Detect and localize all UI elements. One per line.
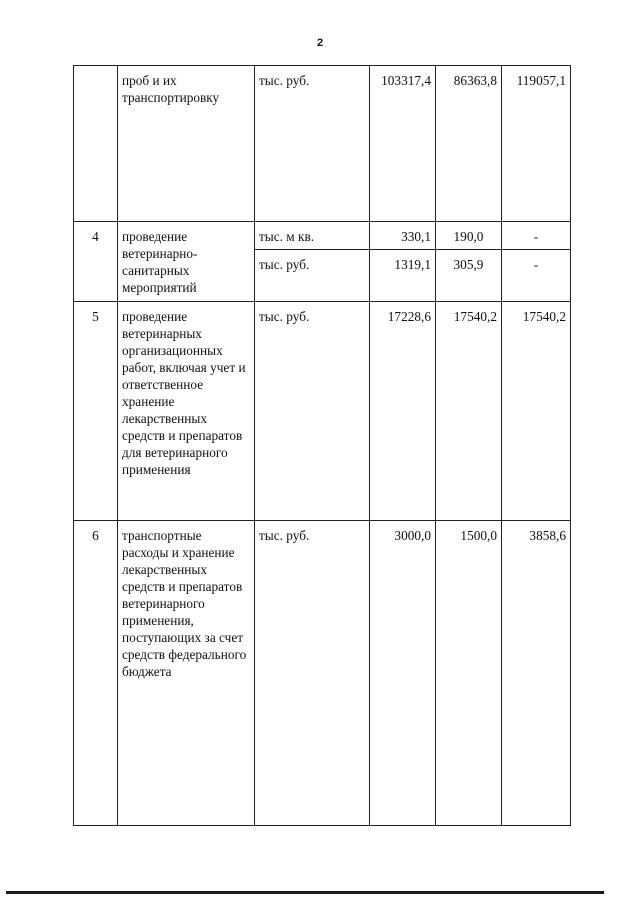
value-cell-1: 3000,0 xyxy=(370,521,436,826)
row-number: 5 xyxy=(74,302,118,521)
value-cell-1: 1319,1 xyxy=(370,250,436,302)
table-row xyxy=(74,521,571,826)
activity-name: проведение ветеринарно-санитарных мероприятий xyxy=(118,222,255,302)
unit-cell: тыс. руб. xyxy=(255,521,370,826)
value-cell-3: - xyxy=(502,222,571,250)
table-row xyxy=(74,302,571,521)
value-cell-2: 17540,2 xyxy=(436,302,502,521)
value-cell-3: 17540,2 xyxy=(502,302,571,521)
page-number: 2 xyxy=(316,37,324,49)
page-bottom-rule xyxy=(6,891,604,894)
value-cell-2: 190,0 xyxy=(436,222,502,250)
value-cell-1: 17228,6 xyxy=(370,302,436,521)
activity-name: проведение ветеринарных организационных работ, включая учет и ответственное хранение лекарственных средств и препаратов для ветеринарного применения xyxy=(118,302,255,521)
table-row xyxy=(74,66,571,222)
activity-name: проб и их транспортировку xyxy=(118,66,255,222)
unit-cell: тыс. м кв. xyxy=(255,222,370,250)
value-cell-2: 1500,0 xyxy=(436,521,502,826)
budget-table xyxy=(73,65,571,826)
value-cell-1: 330,1 xyxy=(370,222,436,250)
value-cell-2: 86363,8 xyxy=(436,66,502,222)
row-number xyxy=(74,66,118,222)
unit-cell: тыс. руб. xyxy=(255,302,370,521)
activity-name: транспортные расходы и хранение лекарственных средств и препаратов ветеринарного применения, поступающих за счет средств федерального бюджета xyxy=(118,521,255,826)
value-cell-3: 119057,1 xyxy=(502,66,571,222)
row-number: 4 xyxy=(74,222,118,302)
unit-cell: тыс. руб. xyxy=(255,66,370,222)
unit-cell: тыс. руб. xyxy=(255,250,370,302)
row-number: 6 xyxy=(74,521,118,826)
value-cell-3: - xyxy=(502,250,571,302)
table-row xyxy=(74,222,571,250)
value-cell-2: 305,9 xyxy=(436,250,502,302)
value-cell-3: 3858,6 xyxy=(502,521,571,826)
value-cell-1: 103317,4 xyxy=(370,66,436,222)
